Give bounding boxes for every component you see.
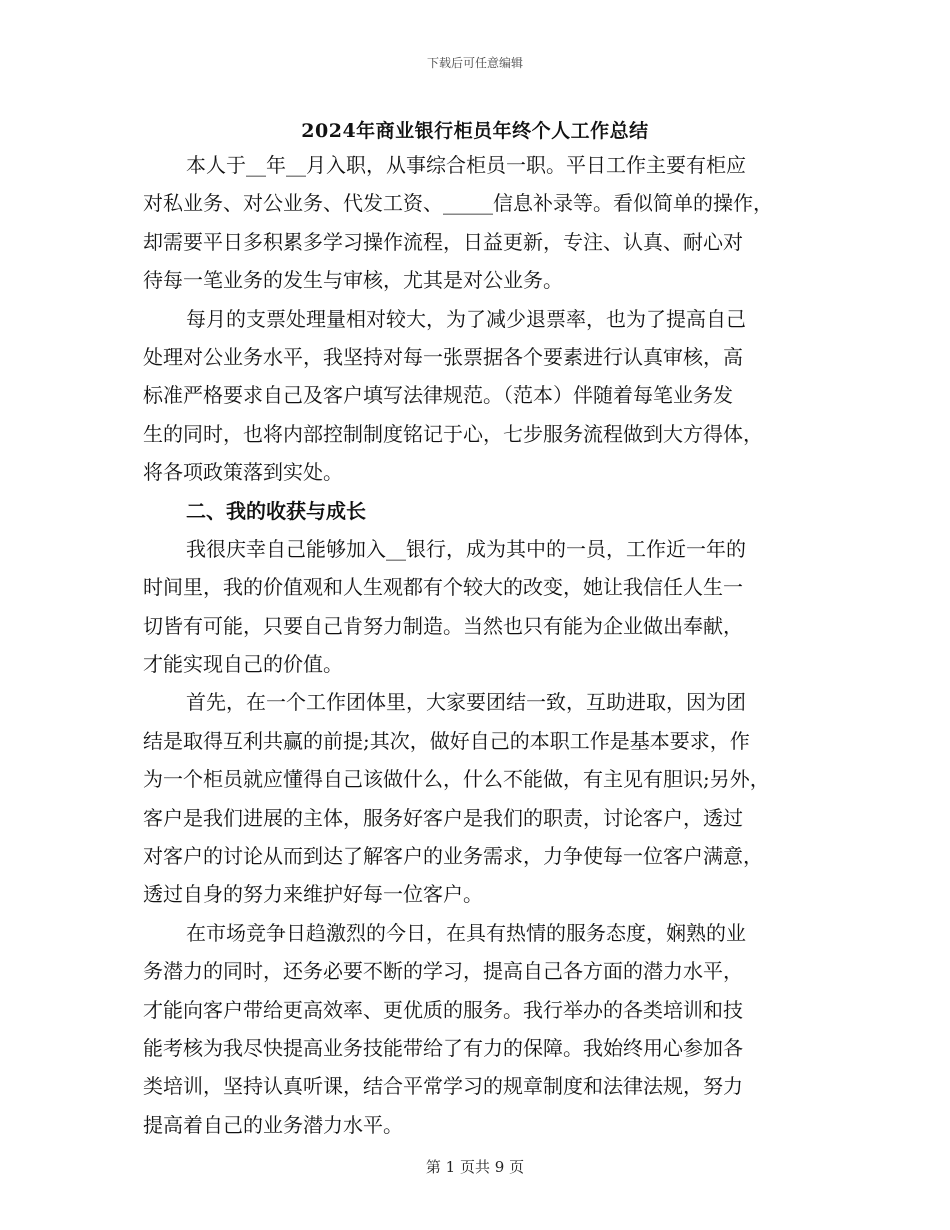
- text-line: 将各项政策落到实处。: [143, 460, 343, 485]
- text-line: 时间里，我的价值观和人生观都有个较大的改变，她让我信任人生一: [143, 575, 743, 600]
- text-line: 透过自身的努力来维护好每一位客户。: [143, 882, 483, 907]
- header-note: 下载后可任意编辑: [426, 56, 523, 70]
- section-heading: 二、我的收获与成长: [186, 498, 366, 523]
- text-line: 能考核为我尽快提高业务技能带给了有力的保障。我始终用心参加各: [143, 1035, 743, 1060]
- text-line: 待每一笔业务的发生与审核，尤其是对公业务。: [143, 268, 563, 293]
- text-line: 生的同时，也将内部控制制度铭记于心，七步服务流程做到大方得体，: [143, 421, 763, 446]
- text-line: 为一个柜员就应懂得自己该做什么，什么不能做，有主见有胆识;另外，: [143, 767, 770, 792]
- text-line: 才能实现自己的价值。: [143, 652, 343, 677]
- text-line: 对私业务、对公业务、代发工资、_____信息补录等。看似简单的操作，: [143, 191, 773, 216]
- text-line: 却需要平日多积累多学习操作流程，日益更新，专注、认真、耐心对: [143, 229, 743, 254]
- text-line: 对客户的讨论从而到达了解客户的业务需求，力争使每一位客户满意，: [143, 844, 763, 869]
- text-line: 我很庆幸自己能够加入__银行，成为其中的一员，工作近一年的: [186, 536, 746, 561]
- document-title: 2024年商业银行柜员年终个人工作总结: [301, 120, 649, 142]
- text-line: 类培训，坚持认真听课，结合平常学习的规章制度和法律法规，努力: [143, 1074, 743, 1099]
- text-line: 标准严格要求自己及客户填写法律规范。（范本）伴随着每笔业务发: [143, 383, 733, 408]
- text-line: 在市场竞争日趋激烈的今日，在具有热情的服务态度，娴熟的业: [186, 920, 746, 945]
- text-line: 每月的支票处理量相对较大，为了减少退票率，也为了提高自己: [186, 306, 746, 331]
- text-line: 首先，在一个工作团体里，大家要团结一致，互助进取，因为团: [186, 690, 746, 715]
- text-line: 才能向客户带给更高效率、更优质的服务。我行举办的各类培训和技: [143, 997, 743, 1022]
- document-body: [143, 146, 823, 1144]
- text-line: 切皆有可能，只要自己肯努力制造。当然也只有能为企业做出奉献，: [143, 613, 743, 638]
- text-line: 客户是我们进展的主体，服务好客户是我们的职责，讨论客户，透过: [143, 805, 743, 830]
- text-line: 提高着自己的业务潜力水平。: [143, 1112, 403, 1137]
- text-line: 本人于__年__月入职，从事综合柜员一职。平日工作主要有柜应: [186, 153, 746, 177]
- text-line: 结是取得互利共赢的前提;其次，做好自己的本职工作是基本要求，作: [143, 728, 750, 753]
- text-line: 务潜力的同时，还务必要不断的学习，提高自己各方面的潜力水平，: [143, 959, 743, 984]
- text-line: 处理对公业务水平，我坚持对每一张票据各个要素进行认真审核，高: [143, 344, 743, 369]
- page-footer: 第 1 页共 9 页: [425, 1158, 525, 1176]
